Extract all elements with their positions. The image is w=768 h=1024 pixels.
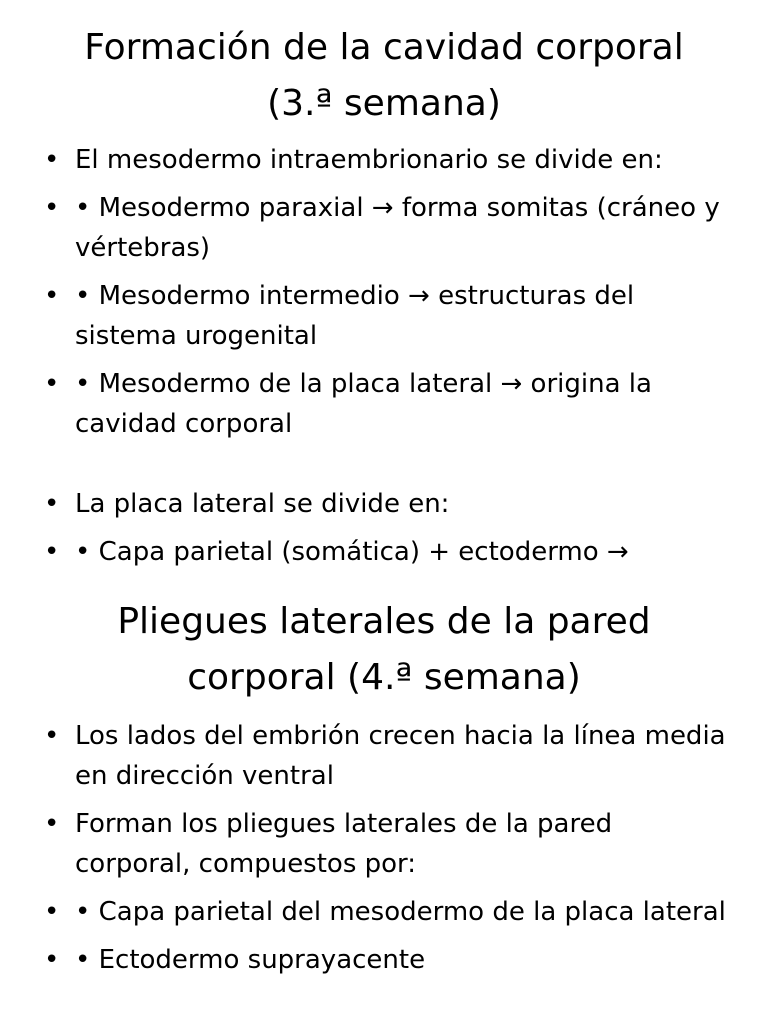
bullet-mark: • <box>44 537 60 567</box>
bullet-mark: • <box>44 809 60 839</box>
bullet-mark: • <box>44 193 60 223</box>
bullet-mark: • <box>44 145 60 175</box>
bullet-text: • Capa parietal del mesodermo de la placa lateral <box>75 897 726 927</box>
bullet-text: • Ectodermo suprayacente <box>75 945 426 975</box>
bullet-text: • Capa parietal (somática) + ectodermo → <box>75 537 629 567</box>
bullet-text: El mesodermo intraembrionario se divide en: <box>75 145 663 175</box>
bullet-mark: • <box>44 281 60 311</box>
bullet-mark: • <box>44 369 60 399</box>
slide-title-line-1: Formación de la cavidad corporal <box>84 27 684 68</box>
bullet-text: Forman los pliegues laterales de la pared corporal, compuestos por: <box>75 809 613 879</box>
bullet-text: • Mesodermo paraxial → forma somitas (cráneo y vértebras) <box>75 193 720 263</box>
list-item <box>44 140 728 180</box>
list-item <box>44 364 728 444</box>
list-item <box>44 804 728 884</box>
list-item <box>44 892 728 932</box>
bullet-mark: • <box>44 721 60 751</box>
bullet-text: La placa lateral se divide en: <box>75 489 450 519</box>
bullet-mark: • <box>44 945 60 975</box>
slide-title <box>30 594 738 706</box>
bullet-list <box>44 140 728 576</box>
bullet-mark: • <box>44 897 60 927</box>
slide-title-line-2: (3.ª semana) <box>267 83 501 124</box>
bullet-text: • Mesodermo de la placa lateral → origina la cavidad corporal <box>75 369 652 439</box>
slide-title-line-1: Pliegues laterales de la pared <box>117 601 651 642</box>
list-item <box>44 532 728 572</box>
slide-pliegues-laterales <box>0 576 768 1024</box>
bullet-text: Los lados del embrión crecen hacia la línea media en dirección ventral <box>75 721 726 791</box>
list-item <box>44 188 728 268</box>
bullet-list <box>44 716 728 988</box>
list-item <box>44 716 728 796</box>
slide-title-line-2: corporal (4.ª semana) <box>187 657 581 698</box>
list-item <box>44 276 728 356</box>
list-item <box>44 940 728 980</box>
list-item <box>44 484 728 524</box>
bullet-mark: • <box>44 489 60 519</box>
bullet-text: • Mesodermo intermedio → estructuras del sistema urogenital <box>75 281 635 351</box>
slide-title <box>30 20 738 132</box>
